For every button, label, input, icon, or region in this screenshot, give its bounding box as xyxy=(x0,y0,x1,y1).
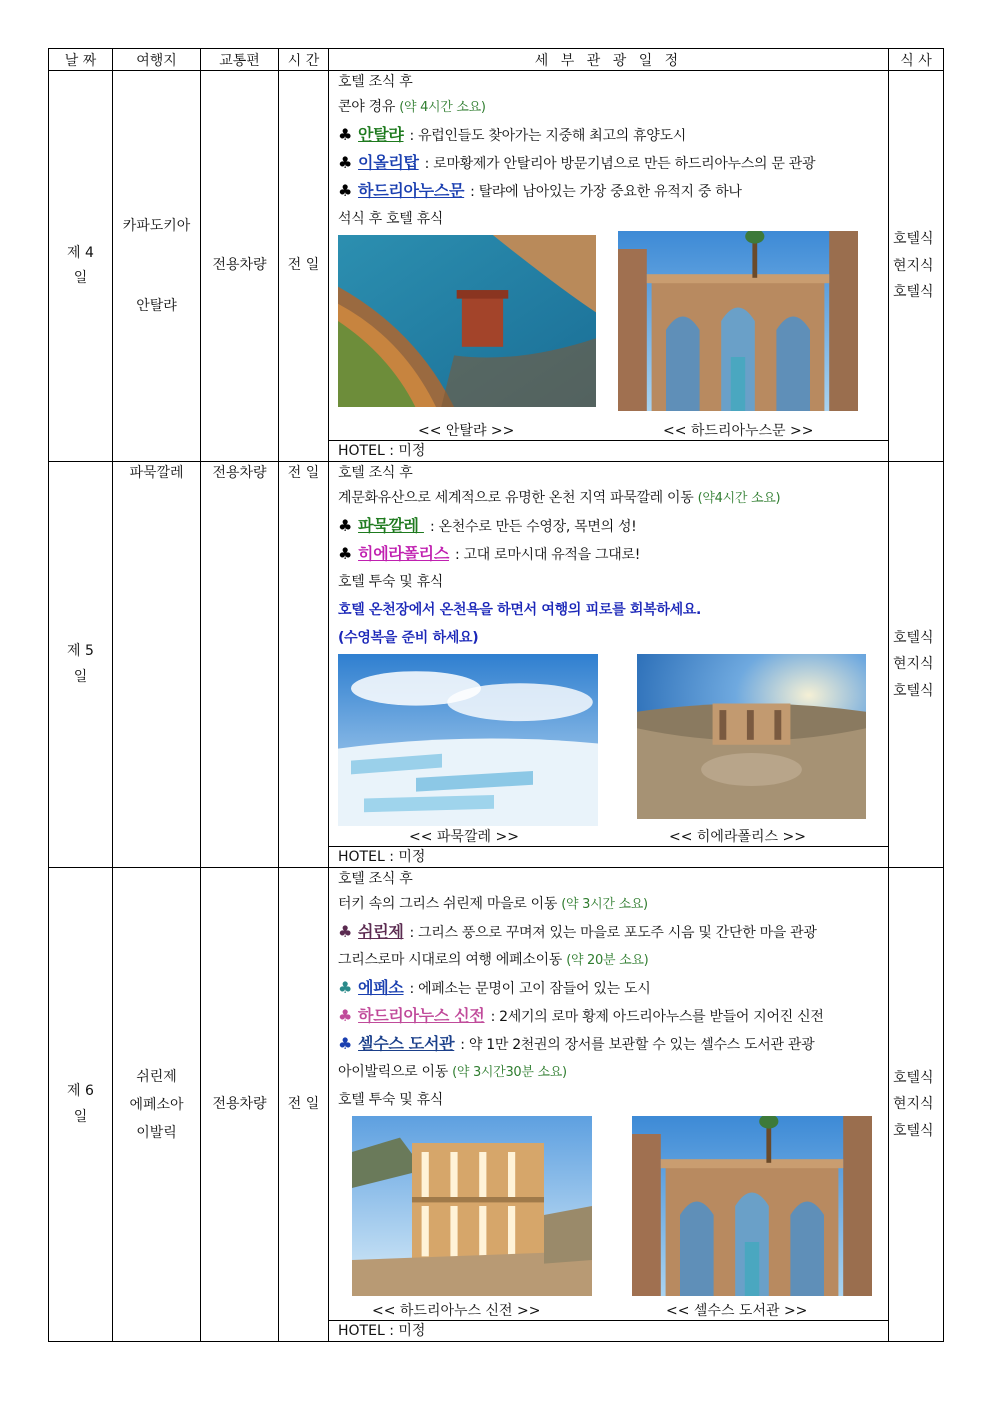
attraction-name: 파묵깔레 xyxy=(358,516,424,535)
schedule-text: 호텔 투숙 및 휴식 xyxy=(338,574,444,590)
day-schedule xyxy=(329,868,889,1342)
meal-item: 호텔식 xyxy=(893,284,934,301)
photo-area xyxy=(329,1114,888,1320)
schedule-text: 터키 속의 그리스 쉬린제 마을로 이동 xyxy=(338,896,562,912)
day-time: 전 일 xyxy=(279,462,329,868)
destination-line: 카파도키아 xyxy=(122,218,191,234)
schedule-line xyxy=(329,484,888,512)
club-icon: ♣ xyxy=(338,125,353,144)
pamukkale-terraces-photo xyxy=(338,654,598,826)
header-date: 날 짜 xyxy=(49,49,113,71)
photo-area xyxy=(329,652,888,846)
meal-item: 호텔식 xyxy=(893,629,934,646)
schedule-line xyxy=(329,121,888,149)
club-icon: ♣ xyxy=(338,1006,353,1025)
attraction-description: : 로마황제가 안탈리아 방문기념으로 만든 하드리아누스의 문 관광 xyxy=(424,156,816,172)
day-date-line: 일 xyxy=(73,270,88,286)
club-icon: ♣ xyxy=(338,516,353,535)
destination-line: 파묵깔레 xyxy=(129,465,184,481)
schedule-line xyxy=(329,596,888,624)
schedule-line xyxy=(329,512,888,540)
attraction-description: : 탈랴에 남아있는 가장 중요한 유적지 중 하나 xyxy=(470,184,742,200)
day-destination xyxy=(113,462,201,868)
photo-caption: << 파묵깔레 >> xyxy=(409,829,519,845)
day-date xyxy=(49,71,113,462)
attraction-name: 셀수스 도서관 xyxy=(358,1034,455,1053)
day-schedule xyxy=(329,462,889,868)
destination-line xyxy=(113,246,200,286)
schedule-line xyxy=(329,1086,888,1114)
destination-line: 에페소아 xyxy=(129,1096,184,1113)
schedule-text: 아이발릭으로 이동 xyxy=(338,1064,453,1080)
header-transport: 교통편 xyxy=(201,49,279,71)
duration-note: (약 3시간 소요) xyxy=(561,897,648,912)
attraction-description: : 온천수로 만든 수영장, 목면의 성! xyxy=(429,519,637,535)
schedule-line xyxy=(329,1030,888,1058)
meal-item: 호텔식 xyxy=(893,1122,934,1139)
day-date-line: 제 6 xyxy=(67,1083,94,1100)
day-date-line: 제 4 xyxy=(67,244,94,261)
schedule-line xyxy=(329,540,888,568)
club-icon: ♣ xyxy=(338,153,353,172)
attraction-name: 에페소 xyxy=(358,978,404,997)
attraction-description: : 고대 로마시대 유적을 그대로! xyxy=(454,547,641,563)
schedule-line xyxy=(329,1058,888,1086)
schedule-line xyxy=(329,71,888,93)
day-row xyxy=(49,868,944,1342)
day-transport: 전용차량 xyxy=(201,71,279,462)
day-meals xyxy=(889,71,944,462)
day-meals xyxy=(889,462,944,868)
schedule-line xyxy=(329,974,888,1002)
day-time: 전 일 xyxy=(279,868,329,1342)
attraction-name: 이올리탑 xyxy=(358,153,419,172)
hotel-info: HOTEL : 미정 xyxy=(329,440,888,461)
hotel-info: HOTEL : 미정 xyxy=(329,1320,888,1341)
attraction-description: : 2세기의 로마 황제 아드리아누스를 받들어 지어진 신전 xyxy=(490,1009,824,1025)
day-row xyxy=(49,71,944,462)
schedule-text: 그리스로마 시대로의 여행 에페소이동 xyxy=(338,952,567,968)
attraction-name: 안탈랴 xyxy=(358,125,404,144)
header-detail: 세 부 관 광 일 정 xyxy=(329,49,889,71)
photo-area xyxy=(329,233,888,440)
schedule-line xyxy=(329,868,888,890)
duration-note: (약 4시간 소요) xyxy=(399,100,486,115)
meal-item: 호텔식 xyxy=(893,1069,934,1086)
hotel-info: HOTEL : 미정 xyxy=(329,846,888,867)
day-meals xyxy=(889,868,944,1342)
day-transport: 전용차량 xyxy=(201,868,279,1342)
schedule-text: 호텔 조식 후 xyxy=(338,465,413,481)
itinerary-table xyxy=(48,48,944,1342)
schedule-text: 계문화유산으로 세계적으로 유명한 온천 지역 파묵깔레 이동 xyxy=(338,490,698,506)
hadrian-gate-photo xyxy=(632,1116,872,1296)
photo-caption: << 안탈랴 >> xyxy=(418,423,515,439)
day-time: 전 일 xyxy=(279,71,329,462)
day-destination xyxy=(113,71,201,462)
antalya-harbor-photo xyxy=(338,235,596,407)
photo-caption: << 하드리아누스 신전 >> xyxy=(372,1303,541,1319)
day-row xyxy=(49,462,944,868)
club-icon: ♣ xyxy=(338,181,353,200)
celsus-library-photo xyxy=(352,1116,592,1296)
photo-caption: << 하드리아누스문 >> xyxy=(663,423,814,439)
meal-item: 호텔식 xyxy=(893,682,934,699)
destination-line: 쉬린제 xyxy=(136,1068,177,1085)
schedule-line xyxy=(329,93,888,121)
meal-item: 현지식 xyxy=(893,1096,934,1113)
meal-item: 현지식 xyxy=(893,656,934,673)
day-date-line: 일 xyxy=(73,1108,88,1125)
schedule-text: 호텔 조식 후 xyxy=(338,74,413,90)
schedule-line xyxy=(329,1002,888,1030)
club-icon: ♣ xyxy=(338,922,353,941)
schedule-text: 석식 후 호텔 휴식 xyxy=(338,211,444,227)
attraction-name: 하드리아누스 신전 xyxy=(358,1006,485,1025)
attraction-name: 쉬린제 xyxy=(358,922,404,941)
meal-item: 현지식 xyxy=(893,257,934,274)
schedule-text: 호텔 온천장에서 온천욕을 하면서 여행의 피로를 회복하세요. xyxy=(338,602,702,618)
schedule-line xyxy=(329,462,888,484)
attraction-description: : 그리스 풍으로 꾸며져 있는 마을로 포도주 시음 및 간단한 마을 관광 xyxy=(409,925,817,941)
hadrian-gate-photo xyxy=(618,231,858,411)
schedule-line xyxy=(329,946,888,974)
attraction-description: : 약 1만 2천권의 장서를 보관할 수 있는 셀수스 도서관 관광 xyxy=(460,1037,815,1053)
club-icon: ♣ xyxy=(338,1034,353,1053)
header-meal: 식 사 xyxy=(889,49,944,71)
schedule-line xyxy=(329,177,888,205)
club-icon: ♣ xyxy=(338,978,353,997)
day-transport: 전용차량 xyxy=(201,462,279,868)
photo-caption: << 셀수스 도서관 >> xyxy=(666,1303,808,1319)
schedule-text: 호텔 조식 후 xyxy=(338,871,413,887)
day-date-line: 일 xyxy=(73,668,88,685)
schedule-line xyxy=(329,890,888,918)
day-date xyxy=(49,462,113,868)
destination-line: 이발릭 xyxy=(136,1124,177,1141)
duration-note: (약 3시간30분 소요) xyxy=(452,1065,567,1080)
attraction-name: 하드리아누스문 xyxy=(358,181,465,200)
schedule-line xyxy=(329,624,888,652)
schedule-text: 콘야 경유 xyxy=(338,99,400,115)
header-time: 시 간 xyxy=(279,49,329,71)
hierapolis-theater-photo xyxy=(637,654,866,819)
meal-item: 호텔식 xyxy=(893,231,934,248)
schedule-line xyxy=(329,918,888,946)
day-schedule xyxy=(329,71,889,462)
schedule-line xyxy=(329,149,888,177)
club-icon: ♣ xyxy=(338,544,353,563)
header-place: 여행지 xyxy=(113,49,201,71)
attraction-name: 히에라폴리스 xyxy=(358,544,449,563)
schedule-text: 호텔 투숙 및 휴식 xyxy=(338,1092,444,1108)
duration-note: (약 20분 소요) xyxy=(566,953,649,968)
schedule-text: (수영복을 준비 하세요) xyxy=(338,630,479,646)
photo-caption: << 히에라폴리스 >> xyxy=(669,829,806,845)
day-date-line: 제 5 xyxy=(67,643,94,660)
destination-line: 안탈랴 xyxy=(136,298,177,314)
header-row xyxy=(49,49,944,71)
duration-note: (약4시간 소요) xyxy=(697,491,781,506)
attraction-description: : 에페소는 문명이 고이 잠들어 있는 도시 xyxy=(409,981,651,997)
attraction-description: : 유럽인들도 찾아가는 지중해 최고의 휴양도시 xyxy=(409,128,686,144)
day-date xyxy=(49,868,113,1342)
day-destination xyxy=(113,868,201,1342)
schedule-line xyxy=(329,568,888,596)
schedule-line xyxy=(329,205,888,233)
